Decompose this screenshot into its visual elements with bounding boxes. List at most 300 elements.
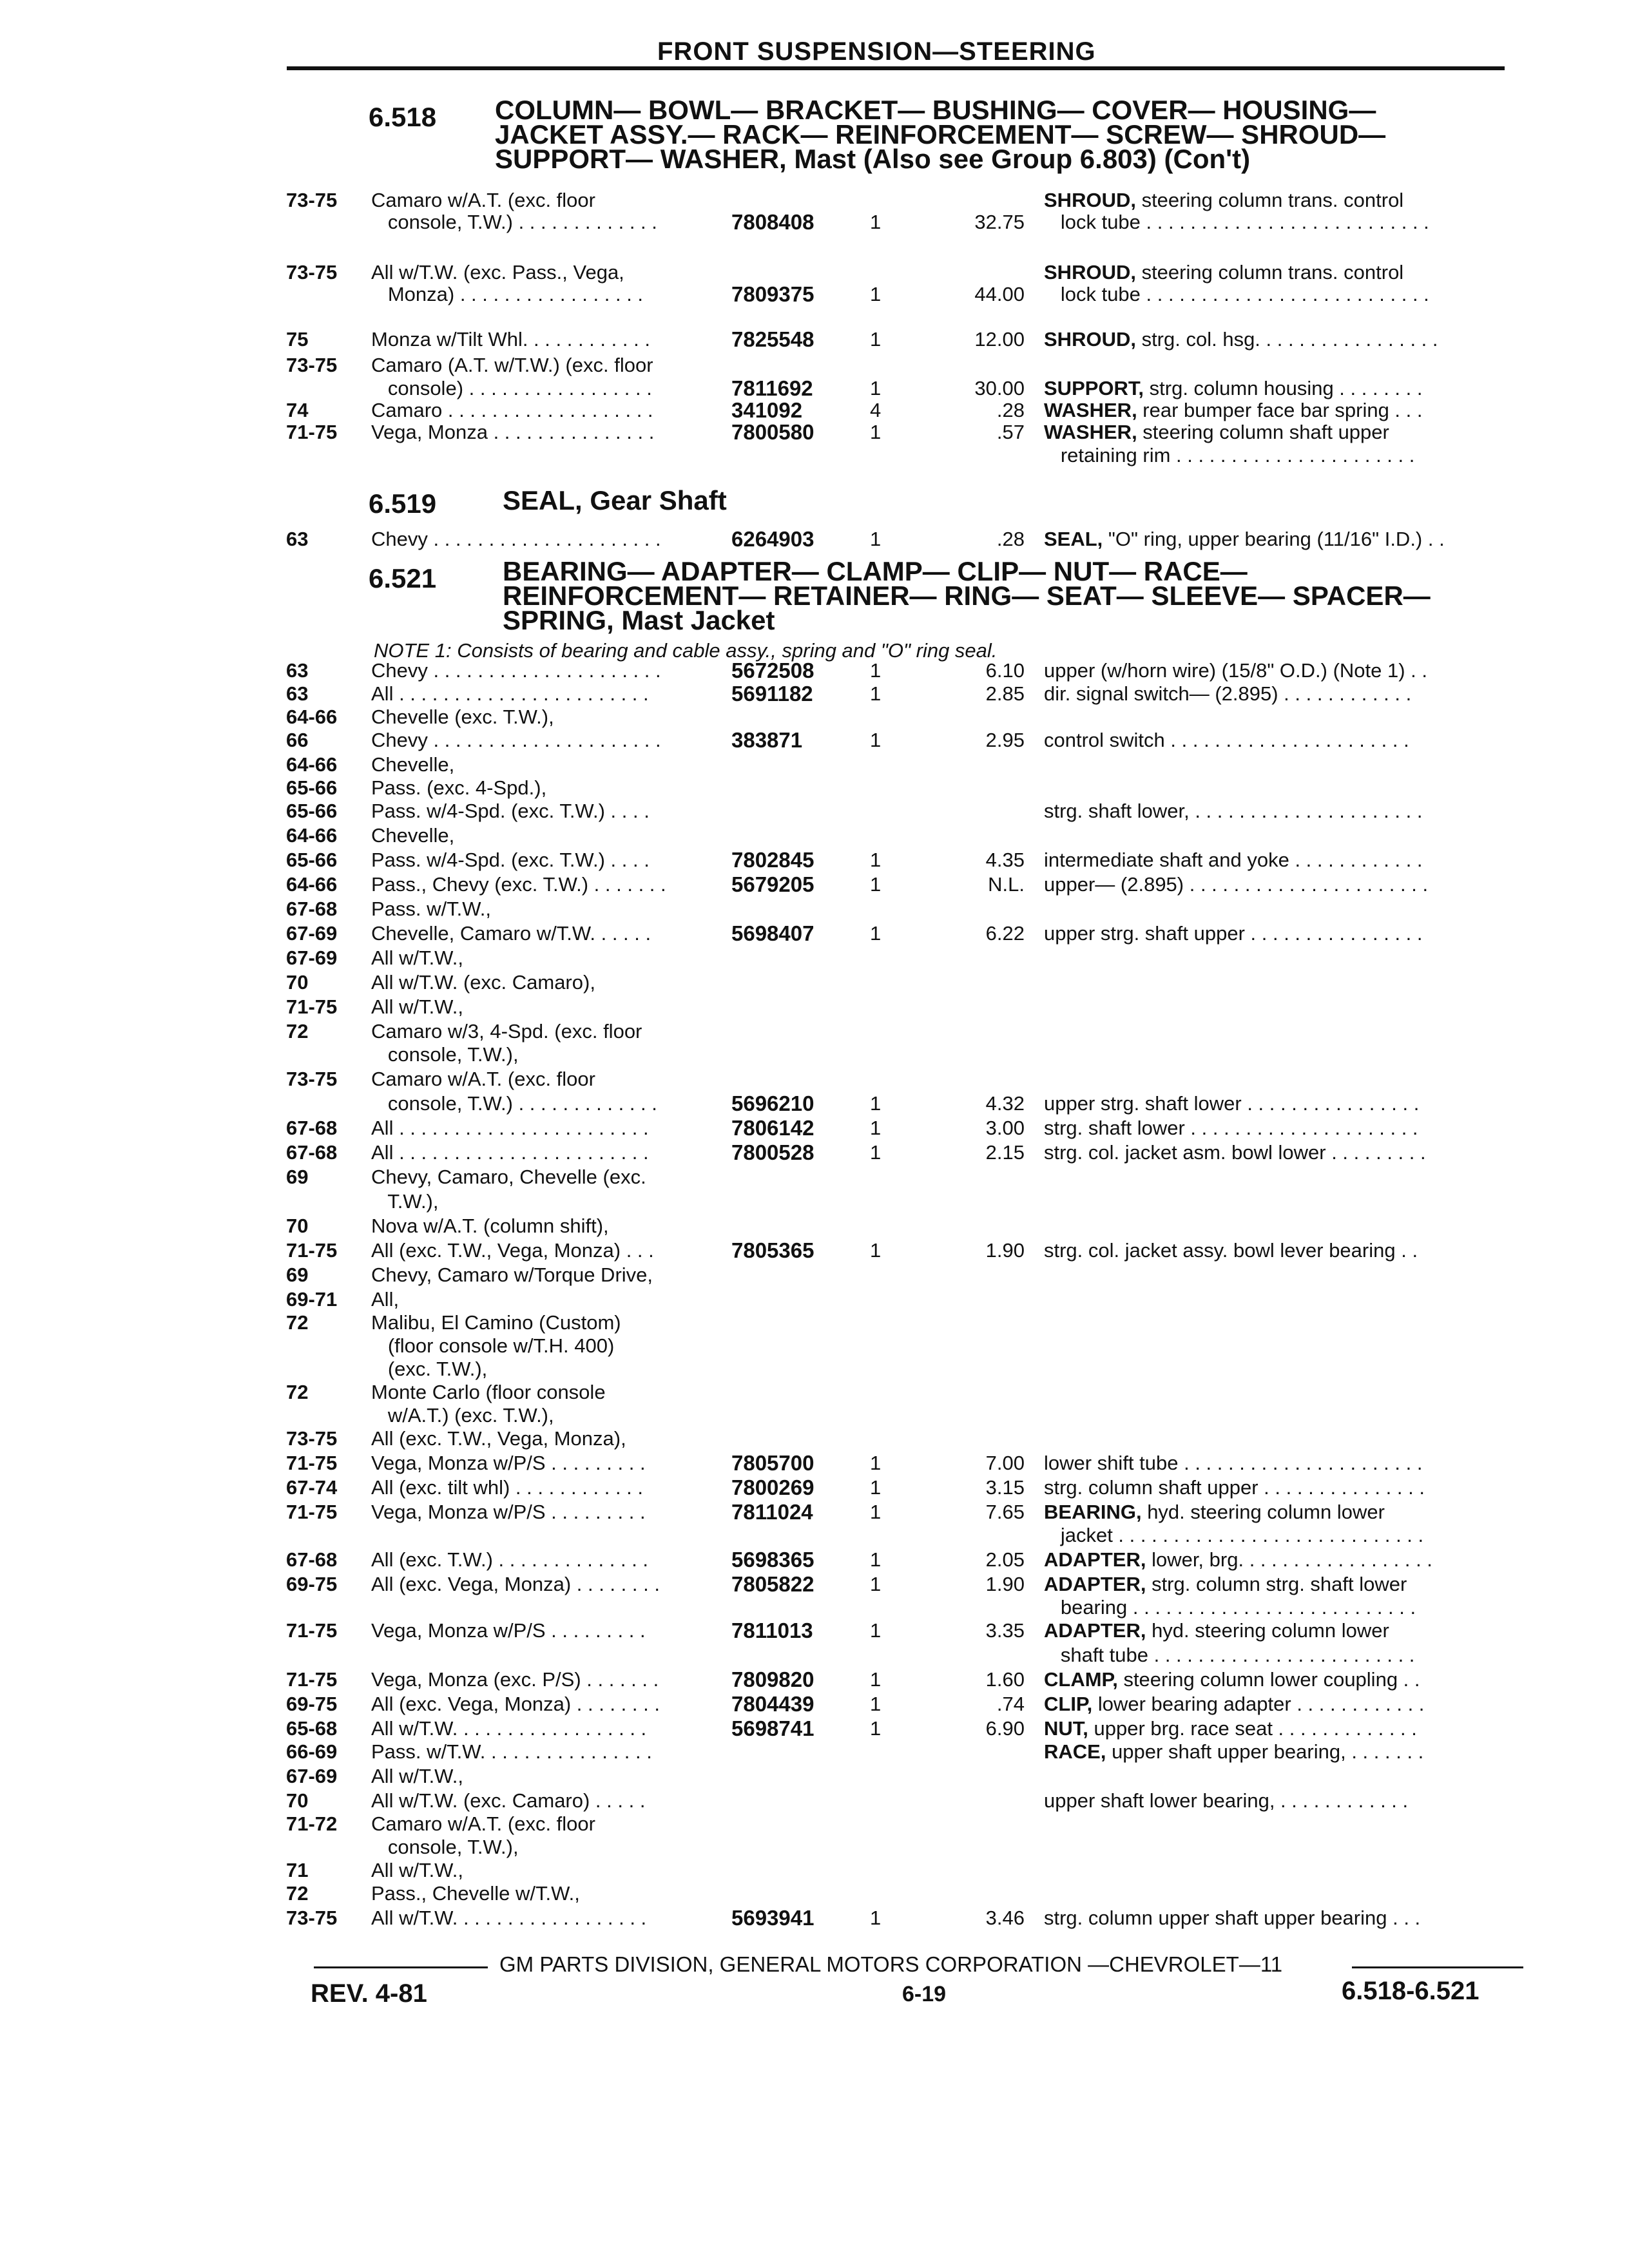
quantity-cell: 1	[870, 729, 882, 751]
description-keyword: RACE,	[1044, 1740, 1106, 1763]
application-cell: Camaro w/A.T. (exc. floor	[371, 1812, 595, 1835]
application-cell: All w/T.W.,	[371, 1765, 463, 1787]
description-keyword: SHROUD,	[1044, 189, 1136, 211]
section-title-line: BEARING— ADAPTER— CLAMP— CLIP— NUT— RACE—	[503, 556, 1248, 586]
year-cell: 67-68	[286, 1548, 338, 1571]
section-number: 6.521	[369, 563, 437, 593]
application-cell: Camaro w/A.T. (exc. floor	[371, 1068, 595, 1090]
year-cell: 71	[286, 1859, 309, 1881]
quantity-cell: 1	[870, 1476, 882, 1499]
application-cell: All (exc. Vega, Monza) . . . . . . . .	[371, 1693, 660, 1715]
quantity-cell: 1	[870, 377, 882, 399]
part-number-cell: 5672508	[731, 658, 815, 682]
year-cell: 73-75	[286, 1907, 338, 1929]
description-text: upper— (2.895) . . . . . . . . . . . . . . . . . . . . . .	[1044, 873, 1429, 896]
application-cell: console, T.W.) . . . . . . . . . . . . .	[371, 211, 657, 233]
quantity-cell: 1	[870, 659, 882, 682]
year-cell: 67-68	[286, 898, 338, 920]
year-cell: 67-74	[286, 1476, 338, 1499]
application-cell: All . . . . . . . . . . . . . . . . . . . . . . .	[371, 682, 649, 705]
application-cell: All (exc. tilt whl) . . . . . . . . . . . .	[371, 1476, 644, 1499]
description-cell	[1044, 1716, 1508, 1741]
price-cell: 6.90	[985, 1717, 1025, 1740]
part-number-cell: 7811013	[731, 1619, 813, 1642]
year-cell: 67-68	[286, 1141, 338, 1164]
application-cell: Vega, Monza w/P/S . . . . . . . . .	[371, 1452, 646, 1474]
part-number-cell: 7800528	[731, 1140, 815, 1164]
price-cell: 44.00	[974, 283, 1025, 305]
description-text: lower shift tube . . . . . . . . . . . . . . . . . . . . . .	[1044, 1452, 1423, 1474]
description-cell	[1044, 1789, 1508, 1813]
price-cell: 32.75	[974, 211, 1025, 233]
part-number-cell: 7808408	[731, 210, 815, 234]
description-cell	[1044, 1451, 1508, 1475]
application-cell: Camaro w/A.T. (exc. floor	[371, 189, 595, 211]
application-cell: Pass. w/T.W.,	[371, 898, 492, 920]
description-text: shaft tube . . . . . . . . . . . . . . . . . . . . . . . .	[1044, 1644, 1415, 1666]
description-text: steering column trans. control	[1135, 189, 1404, 211]
application-cell: Chevy . . . . . . . . . . . . . . . . . . . . .	[371, 528, 661, 550]
application-cell: All w/T.W. (exc. Camaro),	[371, 971, 595, 994]
year-cell: 67-69	[286, 922, 338, 945]
quantity-cell: 1	[870, 328, 882, 351]
application-cell: All . . . . . . . . . . . . . . . . . . . . . . .	[371, 1141, 649, 1164]
quantity-cell: 1	[870, 1239, 882, 1262]
description-text: strg. col. hsg. . . . . . . . . . . . . . . . .	[1135, 328, 1438, 351]
price-cell: 3.00	[985, 1117, 1025, 1139]
application-cell: console, T.W.),	[371, 1043, 519, 1066]
description-cell	[1044, 658, 1508, 683]
description-text: steering column shaft upper	[1137, 421, 1389, 443]
description-text: upper strg. shaft lower . . . . . . . . . . . . . . . .	[1044, 1092, 1420, 1115]
application-cell: Chevelle,	[371, 824, 455, 847]
part-number-cell: 7806142	[731, 1116, 815, 1140]
year-cell: 71-75	[286, 995, 338, 1018]
description-text: control switch . . . . . . . . . . . . . . . . . . . . . .	[1044, 729, 1409, 751]
application-cell: Chevy . . . . . . . . . . . . . . . . . . . . .	[371, 729, 661, 751]
description-text: dir. signal switch— (2.895) . . . . . . . . . . . .	[1044, 682, 1412, 705]
year-cell: 63	[286, 528, 309, 550]
description-cell	[1044, 327, 1508, 352]
price-cell: 6.22	[985, 922, 1025, 945]
application-cell: console, T.W.),	[371, 1836, 519, 1858]
footer-text: GM PARTS DIVISION, GENERAL MOTORS CORPORATION —CHEVROLET—11	[499, 1952, 1283, 1976]
description-keyword: BEARING,	[1044, 1501, 1142, 1523]
description-text: lower bearing adapter . . . . . . . . . . . .	[1092, 1693, 1425, 1715]
description-cell	[1044, 1643, 1508, 1667]
application-cell: All w/T.W. . . . . . . . . . . . . . . . . .	[371, 1717, 647, 1740]
year-cell: 69	[286, 1166, 309, 1188]
section-title	[503, 485, 727, 515]
year-cell: 74	[286, 399, 309, 421]
application-cell: Pass., Chevy (exc. T.W.) . . . . . . .	[371, 873, 666, 896]
quantity-cell: 1	[870, 1619, 882, 1642]
description-cell	[1044, 1667, 1508, 1692]
application-cell: All w/T.W.,	[371, 947, 463, 969]
description-keyword: SUPPORT,	[1044, 377, 1144, 399]
application-cell: All . . . . . . . . . . . . . . . . . . . . . . .	[371, 1117, 649, 1139]
year-cell: 63	[286, 682, 309, 705]
year-cell: 67-69	[286, 947, 338, 969]
price-cell: .28	[996, 528, 1025, 550]
description-text: jacket . . . . . . . . . . . . . . . . . . . . . . . . . . . .	[1044, 1524, 1424, 1546]
section-title-line: SPRING, Mast Jacket	[503, 605, 775, 635]
description-text: upper shaft upper bearing, . . . . . . .	[1106, 1740, 1424, 1763]
price-cell: 2.95	[985, 729, 1025, 751]
year-cell: 69-75	[286, 1693, 338, 1715]
application-cell: All,	[371, 1288, 400, 1311]
year-cell: 63	[286, 659, 309, 682]
description-cell	[1044, 1548, 1508, 1572]
year-cell: 69	[286, 1264, 309, 1286]
description-cell	[1044, 260, 1508, 285]
price-cell: 2.05	[985, 1548, 1025, 1571]
year-cell: 66-69	[286, 1740, 338, 1763]
description-keyword: WASHER,	[1044, 399, 1137, 421]
year-cell: 71-75	[286, 1668, 338, 1691]
page-header-title: FRONT SUSPENSION—STEERING	[657, 37, 1096, 66]
section-title	[495, 95, 1386, 174]
part-number-cell: 7825548	[731, 327, 815, 351]
part-number-cell: 6264903	[731, 527, 815, 551]
part-number-cell: 5691182	[731, 682, 813, 706]
application-cell: Camaro . . . . . . . . . . . . . . . . . . .	[371, 399, 653, 421]
description-text: lock tube . . . . . . . . . . . . . . . . . . . . . . . . . .	[1044, 283, 1429, 305]
application-cell: Monza w/Tilt Whl. . . . . . . . . . . .	[371, 328, 650, 351]
application-cell: All w/T.W. (exc. Camaro) . . . . .	[371, 1789, 646, 1812]
quantity-cell: 1	[870, 1501, 882, 1523]
description-keyword: CLAMP,	[1044, 1668, 1118, 1691]
description-keyword: NUT,	[1044, 1717, 1088, 1740]
price-cell: 12.00	[974, 328, 1025, 351]
description-keyword: CLIP,	[1044, 1693, 1093, 1715]
application-cell: All (exc. T.W., Vega, Monza),	[371, 1427, 626, 1450]
description-keyword: SEAL,	[1044, 528, 1103, 550]
year-cell: 65-66	[286, 849, 338, 871]
price-cell: 1.90	[985, 1239, 1025, 1262]
year-cell: 72	[286, 1020, 309, 1043]
section-title-line: REINFORCEMENT— RETAINER— RING— SEAT— SLEEVE— SPACER—	[503, 581, 1431, 611]
section-title-line: SEAL, Gear Shaft	[503, 485, 727, 515]
section-title	[503, 556, 1431, 635]
quantity-cell: 1	[870, 1141, 882, 1164]
quantity-cell: 1	[870, 211, 882, 233]
price-cell: .28	[996, 399, 1025, 421]
quantity-cell: 1	[870, 873, 882, 896]
year-cell: 64-66	[286, 753, 338, 776]
year-cell: 71-75	[286, 1619, 338, 1642]
price-cell: .57	[996, 421, 1025, 443]
description-cell	[1044, 376, 1508, 401]
section-number: 6.518	[369, 102, 437, 132]
description-cell	[1044, 1692, 1508, 1716]
header-rule	[287, 66, 1505, 70]
part-number-cell: 7805365	[731, 1238, 815, 1262]
price-cell: 4.32	[985, 1092, 1025, 1115]
note-text: NOTE 1: Consists of bearing and cable assy., spring and "O" ring seal.	[374, 639, 998, 662]
part-number-cell: 7805700	[731, 1451, 815, 1475]
price-cell: 1.90	[985, 1573, 1025, 1595]
price-cell: 7.00	[985, 1452, 1025, 1474]
description-cell	[1044, 1595, 1508, 1620]
year-cell: 71-75	[286, 1501, 338, 1523]
year-cell: 64-66	[286, 706, 338, 728]
application-cell: (exc. T.W.),	[371, 1358, 488, 1380]
year-cell: 70	[286, 971, 309, 994]
description-cell	[1044, 1906, 1508, 1930]
description-cell	[1044, 282, 1508, 307]
part-number-cell: 7800269	[731, 1475, 815, 1499]
year-cell: 65-66	[286, 800, 338, 822]
description-text: retaining rim . . . . . . . . . . . . . . . . . . . . . .	[1044, 444, 1415, 466]
part-number-cell: 7804439	[731, 1692, 815, 1716]
description-text: strg. column strg. shaft lower	[1146, 1573, 1407, 1595]
year-cell: 73-75	[286, 1427, 338, 1450]
description-text: strg. column housing . . . . . . . .	[1144, 377, 1423, 399]
quantity-cell: 1	[870, 1117, 882, 1139]
application-cell: Malibu, El Camino (Custom)	[371, 1311, 621, 1334]
quantity-cell: 1	[870, 1907, 882, 1929]
application-cell: Chevy, Camaro w/Torque Drive,	[371, 1264, 653, 1286]
description-cell	[1044, 1523, 1508, 1548]
application-cell: All (exc. T.W.) . . . . . . . . . . . . . .	[371, 1548, 649, 1571]
part-number-cell: 7811692	[731, 376, 813, 400]
quantity-cell: 1	[870, 528, 882, 550]
application-cell: Chevelle, Camaro w/T.W. . . . . .	[371, 922, 651, 945]
application-cell: Vega, Monza w/P/S . . . . . . . . .	[371, 1501, 646, 1523]
part-number-cell: 7805822	[731, 1572, 815, 1596]
description-cell	[1044, 848, 1508, 872]
year-cell: 69-75	[286, 1573, 338, 1595]
application-cell: Camaro w/3, 4-Spd. (exc. floor	[371, 1020, 642, 1043]
footer-rule-left	[314, 1966, 488, 1968]
quantity-cell: 1	[870, 283, 882, 305]
description-text: lock tube . . . . . . . . . . . . . . . . . . . . . . . . . .	[1044, 211, 1429, 233]
description-keyword: ADAPTER,	[1044, 1573, 1146, 1595]
description-keyword: ADAPTER,	[1044, 1619, 1146, 1642]
description-cell	[1044, 682, 1508, 706]
description-cell	[1044, 443, 1508, 468]
price-cell: 30.00	[974, 377, 1025, 399]
price-cell: .74	[996, 1693, 1025, 1715]
footer-rule-right	[1352, 1966, 1523, 1968]
year-cell: 73-75	[286, 1068, 338, 1090]
description-cell	[1044, 1140, 1508, 1165]
description-keyword: SHROUD,	[1044, 261, 1136, 284]
description-cell	[1044, 188, 1508, 213]
part-number-cell: 5698407	[731, 921, 815, 945]
revision-label: REV. 4-81	[311, 1979, 427, 2008]
year-cell: 70	[286, 1789, 309, 1812]
year-cell: 75	[286, 328, 309, 351]
application-cell: Pass., Chevelle w/T.W.,	[371, 1882, 580, 1905]
price-cell: 3.15	[985, 1476, 1025, 1499]
application-cell: All w/T.W. . . . . . . . . . . . . . . . . .	[371, 1907, 647, 1929]
year-cell: 72	[286, 1882, 309, 1905]
application-cell: (floor console w/T.H. 400)	[371, 1334, 615, 1357]
price-cell: 2.85	[985, 682, 1025, 705]
price-cell: 6.10	[985, 659, 1025, 682]
year-cell: 73-75	[286, 354, 338, 376]
application-cell: Pass. w/T.W. . . . . . . . . . . . . . . .	[371, 1740, 652, 1763]
quantity-cell: 1	[870, 682, 882, 705]
application-cell: All w/T.W. (exc. Pass., Vega,	[371, 261, 624, 284]
group-range: 6.518-6.521	[1342, 1977, 1480, 2005]
application-cell: Monza) . . . . . . . . . . . . . . . . .	[371, 283, 644, 305]
application-cell: All (exc. T.W., Vega, Monza) . . .	[371, 1239, 654, 1262]
quantity-cell: 1	[870, 1668, 882, 1691]
application-cell: Monte Carlo (floor console	[371, 1381, 606, 1403]
description-text: bearing . . . . . . . . . . . . . . . . . . . . . . . . . .	[1044, 1596, 1416, 1619]
price-cell: 3.35	[985, 1619, 1025, 1642]
year-cell: 66	[286, 729, 309, 751]
quantity-cell: 1	[870, 849, 882, 871]
quantity-cell: 1	[870, 421, 882, 443]
application-cell: Chevy, Camaro, Chevelle (exc.	[371, 1166, 646, 1188]
part-number-cell: 383871	[731, 728, 803, 752]
description-keyword: SHROUD,	[1044, 328, 1136, 351]
price-cell: 3.46	[985, 1907, 1025, 1929]
application-cell: Nova w/A.T. (column shift),	[371, 1215, 609, 1237]
application-cell: console) . . . . . . . . . . . . . . . . .	[371, 377, 652, 399]
description-cell	[1044, 1572, 1508, 1597]
description-text: hyd. steering column lower	[1141, 1501, 1385, 1523]
quantity-cell: 1	[870, 1452, 882, 1474]
application-cell: T.W.),	[371, 1190, 439, 1213]
description-keyword: ADAPTER,	[1044, 1548, 1146, 1571]
application-cell: Camaro (A.T. w/T.W.) (exc. floor	[371, 354, 653, 376]
description-cell	[1044, 872, 1508, 897]
year-cell: 71-75	[286, 1452, 338, 1474]
description-cell	[1044, 1238, 1508, 1263]
application-cell: Vega, Monza . . . . . . . . . . . . . . .	[371, 421, 655, 443]
price-cell: 4.35	[985, 849, 1025, 871]
description-cell	[1044, 210, 1508, 235]
description-text: hyd. steering column lower	[1146, 1619, 1389, 1642]
year-cell: 71-72	[286, 1812, 338, 1835]
description-text: upper (w/horn wire) (15/8" O.D.) (Note 1) . .	[1044, 659, 1428, 682]
application-cell: Vega, Monza w/P/S . . . . . . . . .	[371, 1619, 646, 1642]
year-cell: 70	[286, 1215, 309, 1237]
description-text: strg. col. jacket asm. bowl lower . . . . . . . . .	[1044, 1141, 1426, 1164]
section-title-line: COLUMN— BOWL— BRACKET— BUSHING— COVER— HOUSING—	[495, 95, 1376, 125]
quantity-cell: 1	[870, 1717, 882, 1740]
year-cell: 71-75	[286, 421, 338, 443]
year-cell: 72	[286, 1311, 309, 1334]
description-text: upper brg. race seat . . . . . . . . . . . . .	[1088, 1717, 1417, 1740]
year-cell: 73-75	[286, 261, 338, 284]
part-number-cell: 341092	[731, 398, 803, 422]
description-text: strg. column upper shaft upper bearing . . .	[1044, 1907, 1421, 1929]
year-cell: 67-68	[286, 1117, 338, 1139]
application-cell: All w/T.W.,	[371, 995, 463, 1018]
part-number-cell: 7800580	[731, 420, 815, 444]
year-cell: 65-66	[286, 776, 338, 799]
description-cell	[1044, 1091, 1508, 1116]
application-cell: Vega, Monza (exc. P/S) . . . . . . .	[371, 1668, 659, 1691]
year-cell: 69-71	[286, 1288, 338, 1311]
description-cell	[1044, 398, 1508, 423]
description-text: upper shaft lower bearing, . . . . . . . . . . . .	[1044, 1789, 1409, 1812]
year-cell: 71-75	[286, 1239, 338, 1262]
application-cell: Pass. (exc. 4-Spd.),	[371, 776, 547, 799]
quantity-cell: 1	[870, 922, 882, 945]
year-cell: 64-66	[286, 873, 338, 896]
description-text: steering column trans. control	[1135, 261, 1404, 284]
description-text: strg. col. jacket assy. bowl lever bearing . .	[1044, 1239, 1418, 1262]
application-cell: All (exc. Vega, Monza) . . . . . . . .	[371, 1573, 660, 1595]
description-text: strg. column shaft upper . . . . . . . . . . . . . . .	[1044, 1476, 1425, 1499]
application-cell: Chevy . . . . . . . . . . . . . . . . . . . . .	[371, 659, 661, 682]
description-text: strg. shaft lower . . . . . . . . . . . . . . . . . . . . .	[1044, 1117, 1418, 1139]
description-cell	[1044, 921, 1508, 946]
price-cell: 2.15	[985, 1141, 1025, 1164]
price-cell: 7.65	[985, 1501, 1025, 1523]
part-number-cell: 7809820	[731, 1667, 815, 1691]
year-cell: 64-66	[286, 824, 338, 847]
quantity-cell: 1	[870, 1548, 882, 1571]
description-text: upper strg. shaft upper . . . . . . . . . . . . . . . .	[1044, 922, 1423, 945]
year-cell: 65-68	[286, 1717, 338, 1740]
part-number-cell: 5698741	[731, 1716, 815, 1740]
application-cell: Pass. w/4-Spd. (exc. T.W.) . . . .	[371, 849, 650, 871]
application-cell: w/A.T.) (exc. T.W.),	[371, 1404, 554, 1427]
part-number-cell: 7802845	[731, 848, 815, 872]
part-number-cell: 5679205	[731, 872, 815, 896]
description-cell	[1044, 1619, 1508, 1643]
description-cell	[1044, 527, 1508, 552]
part-number-cell: 7811024	[731, 1500, 813, 1524]
description-cell	[1044, 420, 1508, 445]
section-number: 6.519	[369, 488, 437, 519]
application-cell: Chevelle (exc. T.W.),	[371, 706, 554, 728]
description-cell	[1044, 1500, 1508, 1524]
price-cell: N.L.	[988, 873, 1025, 896]
description-cell	[1044, 799, 1508, 823]
description-keyword: WASHER,	[1044, 421, 1137, 443]
application-cell: Chevelle,	[371, 753, 455, 776]
application-cell: All w/T.W.,	[371, 1859, 463, 1881]
quantity-cell: 1	[870, 1693, 882, 1715]
year-cell: 67-69	[286, 1765, 338, 1787]
description-text: lower, brg. . . . . . . . . . . . . . . . . .	[1146, 1548, 1432, 1571]
quantity-cell: 4	[870, 399, 882, 421]
description-cell	[1044, 1116, 1508, 1140]
section-title-line: JACKET ASSY.— RACK— REINFORCEMENT— SCREW— SHROUD—	[495, 119, 1386, 149]
year-cell: 72	[286, 1381, 309, 1403]
description-cell	[1044, 728, 1508, 753]
description-text: rear bumper face bar spring . . .	[1137, 399, 1423, 421]
description-text: intermediate shaft and yoke . . . . . . . . . . . .	[1044, 849, 1423, 871]
part-number-cell: 7809375	[731, 282, 815, 306]
description-cell	[1044, 1475, 1508, 1500]
description-text: strg. shaft lower, . . . . . . . . . . . . . . . . . . . . .	[1044, 800, 1423, 822]
quantity-cell: 1	[870, 1092, 882, 1115]
price-cell: 1.60	[985, 1668, 1025, 1691]
description-text: steering column lower coupling . .	[1117, 1668, 1420, 1691]
application-cell: Pass. w/4-Spd. (exc. T.W.) . . . .	[371, 800, 650, 822]
description-text: "O" ring, upper bearing (11/16" I.D.) . .	[1103, 528, 1445, 550]
part-number-cell: 5696210	[731, 1091, 815, 1115]
part-number-cell: 5698365	[731, 1548, 815, 1571]
part-number-cell: 5693941	[731, 1906, 815, 1930]
quantity-cell: 1	[870, 1573, 882, 1595]
year-cell: 73-75	[286, 189, 338, 211]
description-cell	[1044, 1740, 1508, 1764]
section-title-line: SUPPORT— WASHER, Mast (Also see Group 6.803) (Con't)	[495, 144, 1251, 174]
application-cell: console, T.W.) . . . . . . . . . . . . .	[371, 1092, 657, 1115]
page-number: 6-19	[902, 1982, 947, 2006]
